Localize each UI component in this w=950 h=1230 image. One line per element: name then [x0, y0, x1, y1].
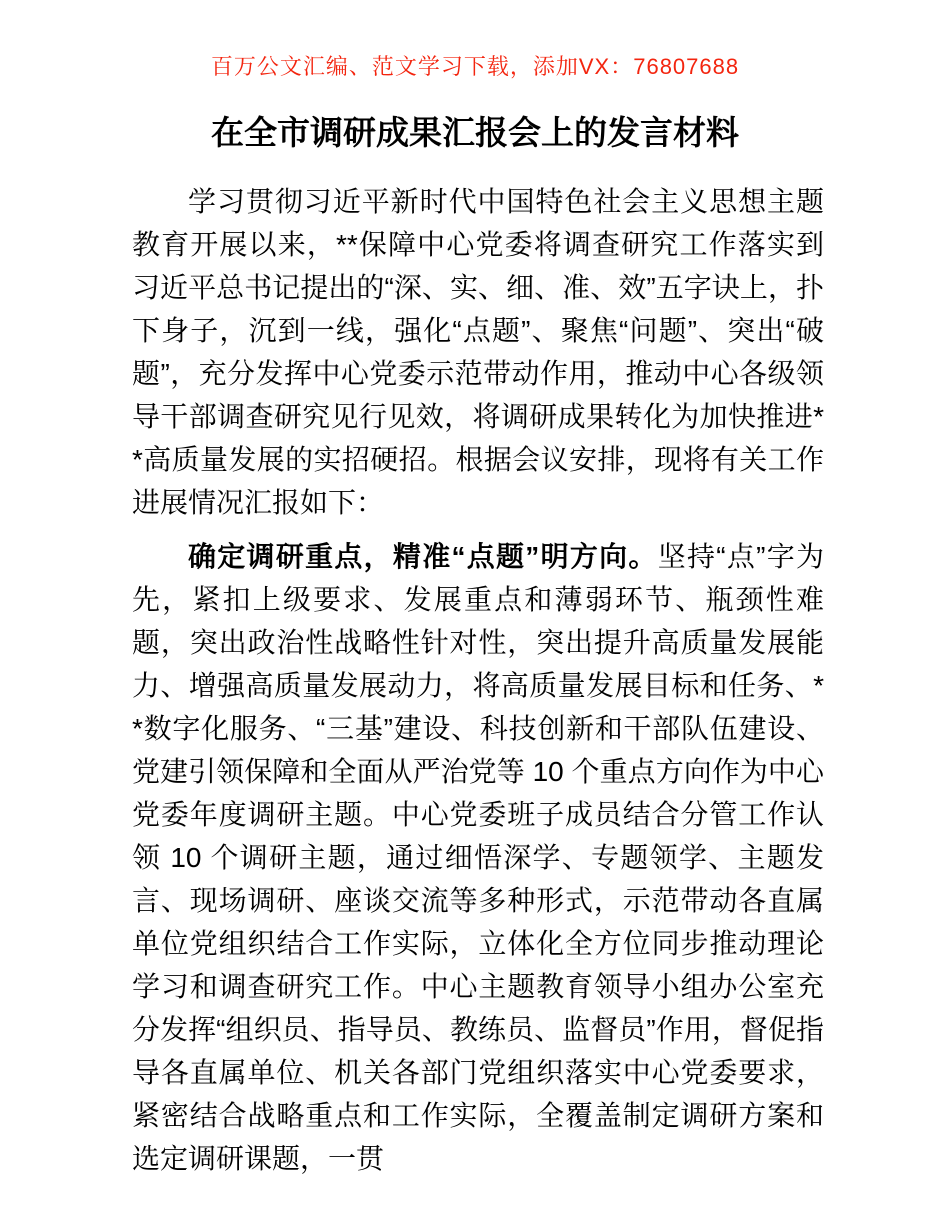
paragraph-section-1-text: 坚持“点”字为先，紧扣上级要求、发展重点和薄弱环节、瓶颈性难题，突出政治性战略性针对性，突出提升高质量发展能力、增强高质量发展动力，将高质量发展目标和任务、**数字化服务、“三基”建设、科技创新和干部队伍建设、党建引领保障和全面从严治党等 10 个重点方向作为中心党委年度调研主题。中心党委班子成员结合分管工作认领 10 个调研主题，通过细悟深学、专题领学、主题发言、现场调研、座谈交流等多种形式，示范带动各直属单位党组织结合工作实际，立体化全方位同步推动理论学习和调查研究工作。中心主题教育领导小组办公室充分发挥“组织员、指导员、教练员、监督员”作用，督促指导各直属单位、机关各部门党组织落实中心党委要求，紧密结合战略重点和工作实际，全覆盖制定调研方案和选定调研课题，一贯	[132, 541, 824, 1174]
paragraph-section-1-lead: 确定调研重点，精准“点题”明方向。	[188, 541, 658, 572]
document-body	[132, 180, 824, 1180]
paragraph-intro-text: 学习贯彻习近平新时代中国特色社会主义思想主题教育开展以来，**保障中心党委将调查研究工作落实到习近平总书记提出的“深、实、细、准、效”五字诀上，扑下身子，沉到一线，强化“点题”、聚焦“问题”、突出“破题”，充分发挥中心党委示范带动作用，推动中心各级领导干部调查研究见行见效，将调研成果转化为加快推进**高质量发展的实招硬招。根据会议安排，现将有关工作进展情况汇报如下：	[132, 186, 824, 518]
header-advertisement-notice: 百万公文汇编、范文学习下载，添加VX：76807688	[210, 54, 740, 79]
document-title: 在全市调研成果汇报会上的发言材料	[211, 114, 739, 151]
paragraph-intro	[132, 180, 824, 524]
paragraph-section-1	[132, 535, 824, 1180]
